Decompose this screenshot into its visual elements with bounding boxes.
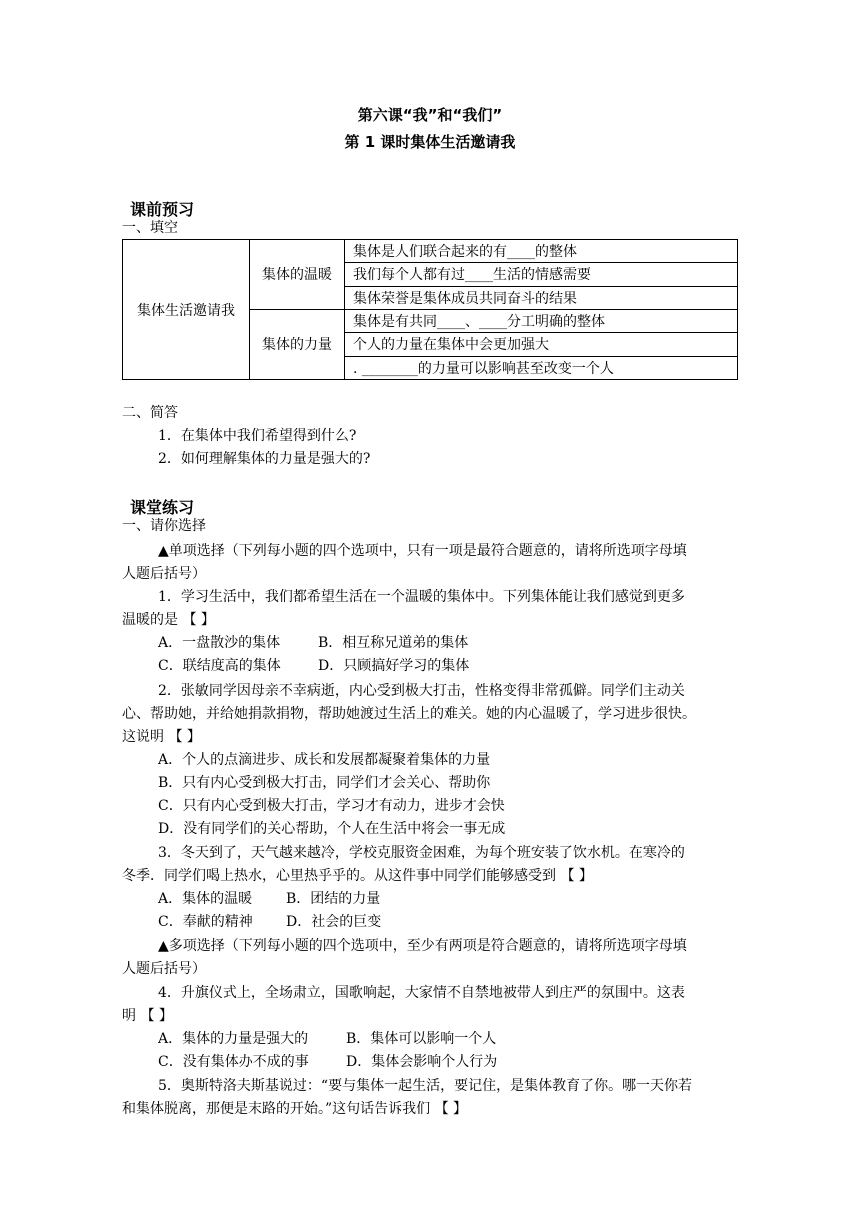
option-c: C．没有集体办不成的事 <box>158 1054 309 1070</box>
question-5-cont: 和集体脱离，那便是末路的开始。”这句话告诉我们 【 】 <box>122 1101 468 1117</box>
option-a: A．集体的力量是强大的 <box>158 1031 309 1047</box>
multi-choice-instructions: ▲多项选择（下列每小题的四个选项中，至少有两项是符合题意的，请将所选项字母填 <box>158 938 687 954</box>
option-d: D．社会的巨变 <box>286 914 382 930</box>
table-cell: 集体荣誉是集体成员共同奋斗的结果 <box>345 286 738 309</box>
question-1-cont: 温暖的是 【 】 <box>122 612 215 628</box>
question-1-options-cd <box>158 656 469 676</box>
question-2-cont: 心、帮助她，并给她捐款捐物，帮助她渡过生活上的难关。她的内心温暖了，学习进步很快。 <box>122 706 696 722</box>
question-2: 2．张敏同学因母亲不幸病逝，内心受到极大打击，性格变得非常孤僻。同学们主动关 <box>158 683 685 699</box>
question-3: 3．冬天到了，天气越来越冷，学校克服资金困难，为每个班安装了饮水机。在寒冷的 <box>158 845 685 861</box>
table-cell: . ________的力量可以影响甚至改变一个人 <box>345 356 738 379</box>
option-b: B．相互称兄道弟的集体 <box>318 635 469 651</box>
fill-blank-table <box>122 239 738 380</box>
option-d: D．只顾搞好学习的集体 <box>318 658 470 674</box>
table-power-cell: 集体的力量 <box>250 309 345 379</box>
short-answer-label: 二、简答 <box>122 405 178 421</box>
choose-label: 一、请你选择 <box>122 518 206 534</box>
table-root-cell: 集体生活邀请我 <box>123 240 250 380</box>
question-2-option-a: A．个人的点滴进步、成长和发展都凝聚着集体的力量 <box>158 752 491 768</box>
table-cell: 集体是有共同____、____分工明确的整体 <box>345 309 738 332</box>
table-cell: 个人的力量在集体中会更加强大 <box>345 333 738 356</box>
option-a: A．一盘散沙的集体 <box>158 635 281 651</box>
short-question-2: 2．如何理解集体的力量是强大的? <box>158 451 371 467</box>
question-5: 5．奥斯特洛夫斯基说过：“要与集体一起生活，要记住，是集体教育了你。哪一天你若 <box>158 1078 693 1094</box>
preview-heading: 课前预习 <box>130 200 195 219</box>
single-choice-instructions-cont: 人题后括号） <box>122 566 206 582</box>
option-b: B．集体可以影响一个人 <box>346 1031 497 1047</box>
option-b: B．团结的力量 <box>286 891 381 907</box>
single-choice-instructions: ▲单项选择（下列每小题的四个选项中，只有一项是最符合题意的，请将所选项字母填 <box>158 543 687 559</box>
short-question-1: 1．在集体中我们希望得到什么? <box>158 428 357 444</box>
question-2-option-c: C．只有内心受到极大打击，学习才有动力，进步才会快 <box>158 798 505 814</box>
question-2-option-d: D．没有同学们的关心帮助，个人在生活中将会一事无成 <box>158 821 506 837</box>
lesson-title: 第六课“我”和“我们” <box>357 106 503 124</box>
question-1: 1．学习生活中，我们都希望生活在一个温暖的集体中。下列集体能让我们感觉到更多 <box>158 589 685 605</box>
option-a: A．集体的温暖 <box>158 891 253 907</box>
lesson-subtitle: 第 1 课时集体生活邀请我 <box>344 133 516 151</box>
question-4: 4．升旗仪式上，全场肃立，国歌响起，大家情不自禁地被带人到庄严的氛围中。这表 <box>158 985 685 1001</box>
question-2-cont-2: 这说明 【 】 <box>122 729 201 745</box>
practice-heading: 课堂练习 <box>130 498 195 517</box>
option-c: C．联结度高的集体 <box>158 658 281 674</box>
question-3-cont: 冬季．同学们喝上热水，心里热乎乎的。从这件事中同学们能够感受到 【 】 <box>122 868 593 884</box>
question-3-options-cd <box>158 912 381 932</box>
fill-blank-label: 一、填空 <box>122 220 178 236</box>
question-3-options-ab <box>158 889 380 909</box>
table-cell: 我们每个人都有过____生活的情感需要 <box>345 263 738 286</box>
option-d: D．集体会影响个人行为 <box>346 1054 498 1070</box>
multi-choice-instructions-cont: 人题后括号） <box>122 961 206 977</box>
question-4-cont: 明 【 】 <box>122 1008 173 1024</box>
table-warmth-cell: 集体的温暖 <box>250 240 345 310</box>
question-1-options-ab <box>158 633 468 653</box>
option-c: C．奉献的精神 <box>158 914 253 930</box>
table-cell: 集体是人们联合起来的有____的整体 <box>345 240 738 263</box>
question-4-options-ab <box>158 1029 496 1049</box>
question-2-option-b: B．只有内心受到极大打击，同学们才会关心、帮助你 <box>158 775 491 791</box>
question-4-options-cd <box>158 1052 497 1072</box>
